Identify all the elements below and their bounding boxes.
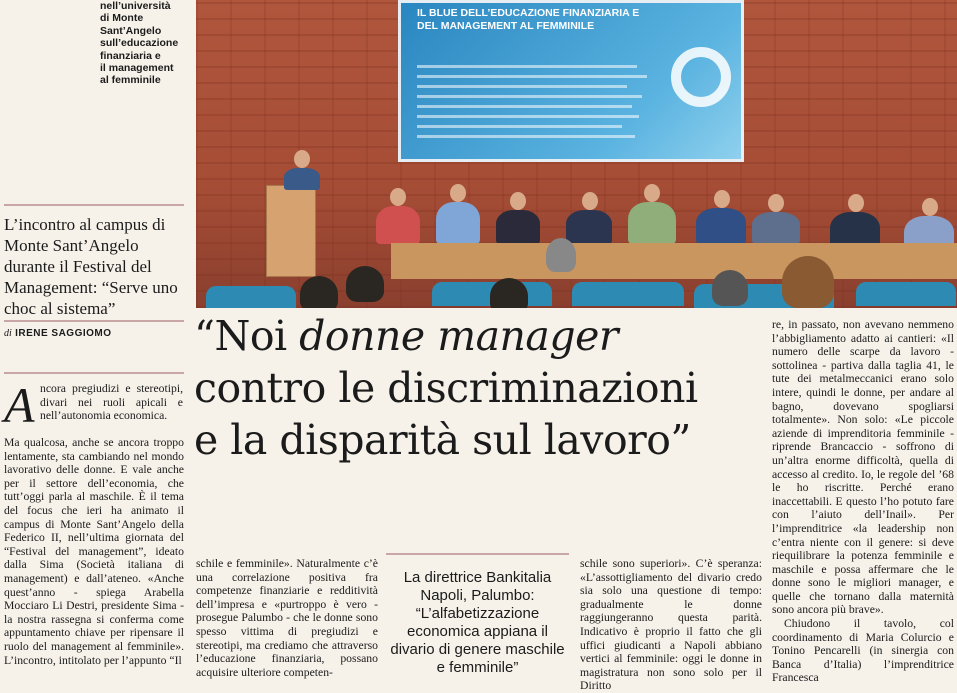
- headline-line-2: contro le discriminazioni: [194, 364, 698, 412]
- panelist-head: [510, 192, 526, 210]
- panelist-head: [582, 192, 598, 210]
- divider: [4, 204, 184, 206]
- headline: [194, 310, 779, 466]
- panelist-head: [644, 184, 660, 202]
- audience-head: [346, 266, 384, 302]
- panelist-head: [390, 188, 406, 206]
- photo-caption: [100, 0, 192, 87]
- seat-row: [572, 282, 684, 306]
- screen-text-line: [417, 95, 642, 98]
- kicker: L’incontro al campus di Monte Sant’Angelo durante il Festival del Management: “Serve uno choc al sistema”: [4, 215, 178, 318]
- caption-line: al femminile: [100, 74, 161, 87]
- event-logo: [671, 47, 731, 107]
- caption-line: nell’università: [100, 0, 171, 12]
- headline-line-3: e la disparità sul lavoro”: [194, 416, 691, 464]
- conference-photo: [196, 0, 957, 308]
- byline-author: IRENE SAGGIOMO: [15, 328, 112, 339]
- projection-screen: [398, 0, 744, 162]
- article-column-2: schile e femminile». Naturalmente c’è una correlazione positiva fra competenze finanziarie e redditività dell’impresa e «purtroppo è vero - prosegue Palumbo - che le donne sono spesso vittima di pregiudizi e stereotipi, ma crediamo che attraverso l’educazione finanziaria, possano acquisire ulteriore competen-: [196, 557, 378, 679]
- divider: [4, 372, 184, 374]
- paragraph: re, in passato, non avevano nemmeno l’abbigliamento adatto ai cantieri: «Il numero delle scarpe da lavoro - sottolinea - partiva dalla taglia 41, le tute dei metalmeccanici erano solo intere, quindi le donne, per andare al bagno, dovevano spogliarsi totalmente». Non solo: «Le piccole aziende di imprenditoria femminile - riprende Brancaccio - soffrono di un’altra enorme difficoltà, quella di accesso al credito. Io, le regole del ’68 le ho riscritte. Perché erano inaccettabili. E questo l’ho potuto fare con l’aiuto dell’Inail». Per l’imprenditrice «la leadership non c’entra niente con il genere: si deve riequilibrare la potenza femminile e maschile e possa affermare che le donne sono le migliori manager, e quelle che tornano dalla maternità sono ancora più brave».: [772, 318, 954, 617]
- byline: [4, 328, 112, 339]
- speaker: [284, 168, 320, 190]
- panelist-head: [768, 194, 784, 212]
- screen-text-line: [417, 85, 627, 88]
- caption-line: di Monte: [100, 12, 144, 25]
- audience-head: [712, 270, 748, 306]
- screen-text-line: [417, 105, 632, 108]
- article-column-3: schile sono superiori». C’è speranza: «L’assottigliamento del divario credo sia solo una questione di tempo: gradualmente le donne raggiungeranno questa parità. Indicativo è proprio il fatto che gli uffici giudicanti a Napoli abbiano vertici al femminile: oggi le donne in magistratura non sono solo per il Diritto: [580, 557, 762, 693]
- panelist: [436, 202, 480, 244]
- podium: [266, 185, 316, 277]
- screen-text-line: [417, 65, 637, 68]
- article-column-4: [772, 318, 954, 685]
- pull-quote: “L’alfabetizzazione economica appiana il divario di genere maschile e femminile”: [390, 605, 565, 676]
- headline-line-1: “Noi donne manager: [194, 312, 618, 360]
- screen-text-line: [417, 135, 635, 138]
- audience-head: [490, 278, 528, 308]
- caption-line: finanziaria e: [100, 49, 161, 62]
- caption-line: Sant’Angelo: [100, 24, 162, 37]
- speaker-head: [294, 150, 310, 168]
- screen-text-line: [417, 125, 622, 128]
- drop-cap: A: [4, 377, 35, 433]
- panelist-head: [922, 198, 938, 216]
- audience-head: [782, 256, 834, 308]
- panelist: [566, 210, 612, 244]
- panelist-head: [450, 184, 466, 202]
- screen-text-line: [417, 115, 639, 118]
- screen-text-line: [417, 75, 647, 78]
- panel-table: [391, 243, 957, 279]
- panelist-head: [714, 190, 730, 208]
- panelist: [376, 206, 420, 244]
- byline-prefix: di: [4, 328, 12, 339]
- divider: [4, 320, 184, 322]
- pull-quote-label: La direttrice Bankitalia Napoli, Palumbo:: [403, 569, 552, 604]
- panelist: [752, 212, 800, 244]
- caption-line: il management: [100, 62, 174, 75]
- caption-line: sull’educazione: [100, 37, 179, 50]
- panelist: [496, 210, 540, 244]
- paragraph: Chiudono il tavolo, col coordinamento di Maria Colurcio e Tonino Pencarelli (in sinergia con Banca d’Italia) l’imprenditrice Francesca: [772, 617, 954, 685]
- audience-head: [300, 276, 338, 308]
- panelist: [696, 208, 746, 244]
- article-lead: ncora pregiudizi e stereotipi, divari nei ruoli apicali e nell’autonomia economica.: [40, 382, 183, 423]
- pull-quote-box: [386, 553, 569, 677]
- panelist: [628, 202, 676, 244]
- article-column-1: Ma qualcosa, anche se ancora troppo lentamente, sta cambiando nel mondo lavorativo delle donne. E vale anche per il settore dell’economia, che tutt’oggi parla al maschile. È il tema del focus che ieri ha animato il campus di Monte Sant’Angelo della Federico II, nell’ultima giornata del “Festival del management”, ideato dalla Sima (Società italiana di management) e dall’ateneo. «Anche quest’anno - spiega Arabella Mocciaro Li Destri, presidente Sima - la nostra rassegna si conferma come appuntamento chiave per ripensare il ruolo del management al femminile». L’incontro, intitolato per l’appunto “Il: [4, 436, 184, 667]
- audience-head: [546, 238, 576, 272]
- seat-row: [206, 286, 296, 308]
- panelist-head: [848, 194, 864, 212]
- seat-row: [856, 282, 956, 306]
- screen-title: IL BLUE DELL’EDUCAZIONE FINANZIARIA E DEL MANAGEMENT AL FEMMINILE: [417, 7, 640, 32]
